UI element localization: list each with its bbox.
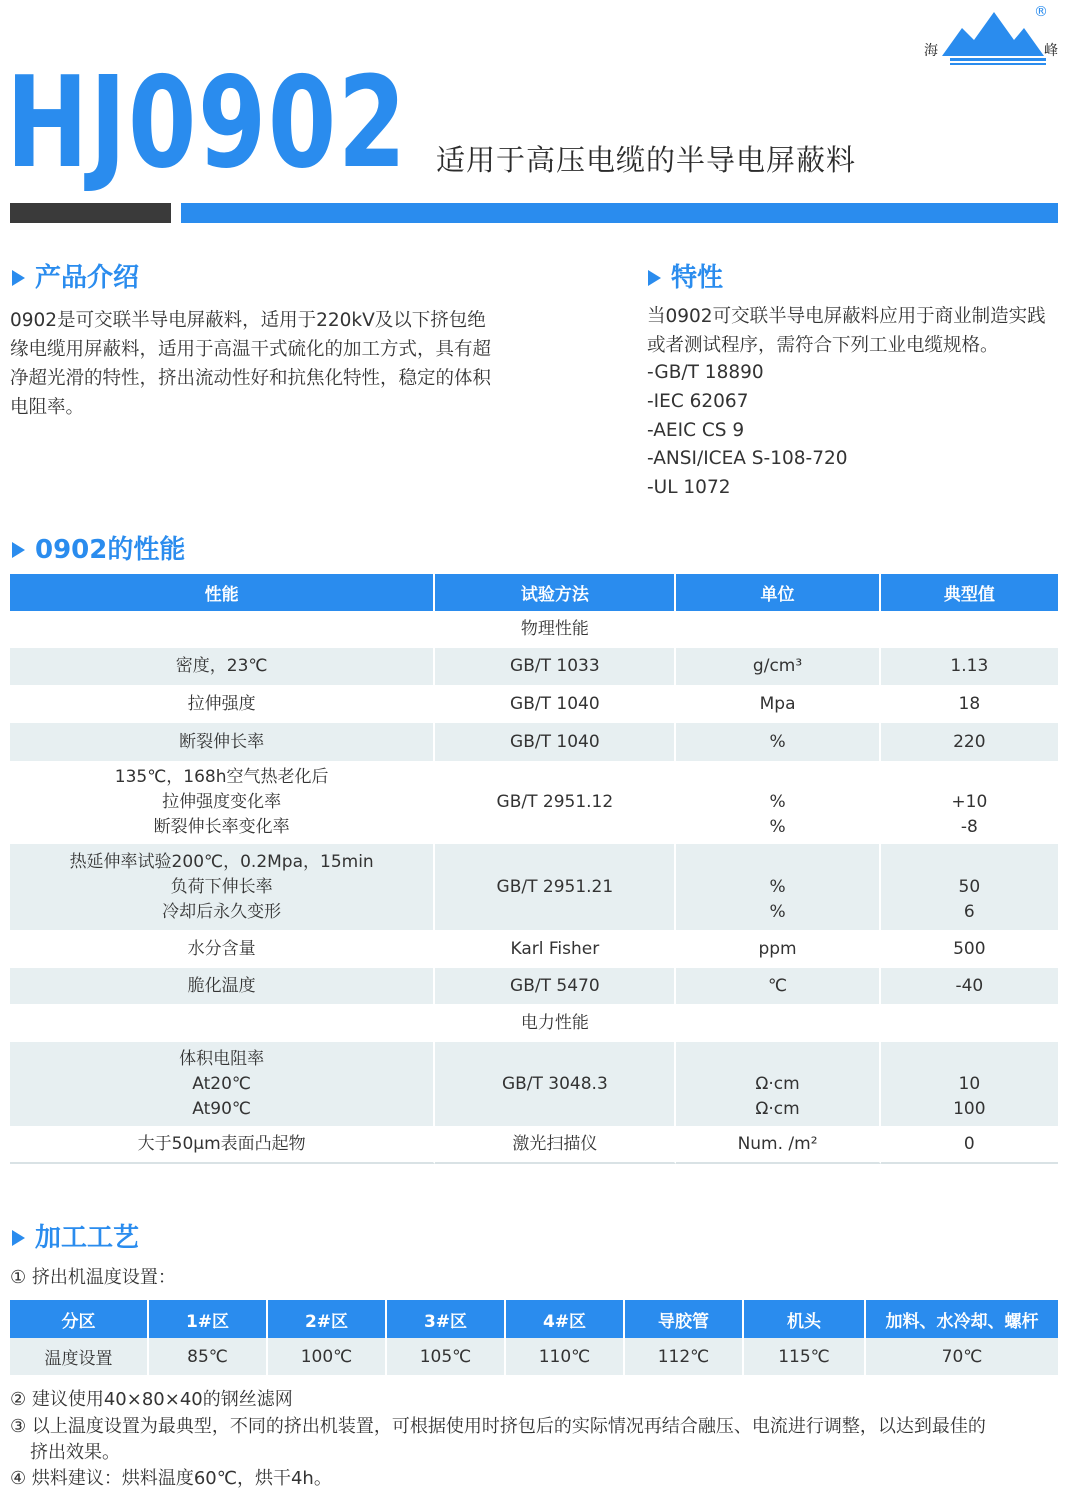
table-row (10, 968, 1058, 1004)
cell-unit (676, 761, 880, 844)
performance-table (10, 574, 1058, 1164)
standard-item: -GB/T 18890 (647, 362, 764, 383)
table-row (10, 685, 1058, 723)
cell-temp: 110℃ (506, 1338, 625, 1375)
unit-line: Ω·cm (755, 1073, 800, 1094)
cell-property: 密度，23℃ (10, 648, 435, 685)
cell-property (10, 1042, 435, 1126)
cell-property: 断裂伸长率 (10, 723, 435, 761)
unit-line: Ω·cm (755, 1098, 800, 1119)
cell-temp: 85℃ (149, 1338, 268, 1375)
features-paragraph (647, 302, 1062, 360)
header-divider-blue (181, 203, 1058, 223)
cell-value: 1.13 (881, 648, 1058, 685)
col-header-method: 试验方法 (435, 574, 676, 611)
unit-line: % (769, 817, 786, 837)
product-code-title: HJ0902 (6, 49, 408, 196)
property-line: 负荷下伸长率 (170, 876, 273, 897)
table-row (10, 1126, 1058, 1164)
cell-zone-label: 温度设置 (10, 1338, 149, 1375)
cell-property: 脆化温度 (10, 968, 435, 1004)
col-header-property: 性能 (10, 574, 435, 611)
property-line: 冷却后永久变形 (162, 901, 282, 922)
standard-item: -IEC 62067 (647, 390, 749, 412)
triangle-bullet-icon (12, 270, 25, 286)
intro-line: 0902是可交联半导电屏蔽料，适用于220kV及以下挤包绝 (10, 310, 486, 331)
cell-temp: 112℃ (625, 1338, 744, 1375)
process-heading-text: 加工工艺 (35, 1223, 140, 1253)
cell-unit: ppm (676, 930, 880, 968)
property-line: 体积电阻率 (179, 1048, 265, 1069)
cell-method: GB/T 1040 (435, 685, 676, 723)
temperature-table (10, 1300, 1058, 1375)
cell-value (881, 1042, 1058, 1126)
property-line: 断裂伸长率变化率 (153, 817, 290, 837)
cell-method: Karl Fisher (435, 930, 676, 968)
performance-heading (12, 534, 185, 566)
col-header-zone: 分区 (10, 1300, 149, 1338)
cell-method: GB/T 2951.21 (435, 844, 676, 930)
process-note-3-cont: 挤出效果。 (30, 1442, 120, 1463)
standard-item: -AEIC CS 9 (647, 419, 745, 441)
cell-value: 500 (881, 930, 1058, 968)
triangle-bullet-icon (12, 542, 25, 558)
cell-method: GB/T 1033 (435, 648, 676, 685)
group-label-electrical: 电力性能 (435, 1004, 676, 1042)
standard-item: -ANSI/ICEA S-108-720 (647, 448, 848, 470)
cell-unit: Num. /m² (676, 1126, 880, 1164)
cell-temp: 100℃ (268, 1338, 387, 1375)
table-header-row (10, 574, 1058, 611)
process-note-3: ③ 以上温度设置为最典型，不同的挤出机装置，可根据使用时挤包后的实际情况再结合融压、电流进行调整，以达到最佳的 (10, 1416, 986, 1437)
unit-line: % (769, 876, 786, 897)
table-row (10, 1338, 1058, 1375)
cell-unit (676, 1042, 880, 1126)
property-line: 135℃，168h空气热老化后 (114, 767, 329, 787)
standard-item: -UL 1072 (647, 477, 731, 499)
intro-line: 缘电缆用屏蔽料，适用于高温干式硫化的加工方式，具有超 (10, 339, 492, 360)
value-line: 50 (958, 876, 981, 897)
value-line: +10 (951, 792, 988, 812)
value-line: 100 (953, 1098, 986, 1119)
cell-property: 拉伸强度 (10, 685, 435, 723)
cell-temp: 115℃ (744, 1338, 866, 1375)
cell-unit: % (676, 723, 880, 761)
header-divider-dark (10, 203, 171, 223)
property-line: 热延伸率试验200℃，0.2Mpa，15min (69, 851, 374, 872)
features-heading (648, 262, 723, 294)
table-row (10, 648, 1058, 685)
cell-value (881, 844, 1058, 930)
value-line: 6 (963, 901, 975, 922)
cell-unit: Mpa (676, 685, 880, 723)
table-row (10, 1042, 1058, 1126)
property-line: At20℃ (192, 1073, 251, 1094)
table-row (10, 930, 1058, 968)
process-note-2: ② 建议使用40×80×40的钢丝滤网 (10, 1389, 293, 1410)
unit-line: % (769, 901, 786, 922)
triangle-bullet-icon (648, 270, 661, 286)
triangle-bullet-icon (12, 1230, 25, 1246)
logo-left-char: 海 (924, 43, 938, 59)
product-subtitle: 适用于高压电缆的半导电屏蔽料 (436, 143, 857, 177)
col-header-adapter: 导胶管 (625, 1300, 744, 1338)
col-header-zone-2: 2#区 (268, 1300, 387, 1338)
cell-value: 0 (881, 1126, 1058, 1164)
process-heading (12, 1222, 139, 1254)
table-header-row (10, 1300, 1058, 1338)
process-note-4: ④ 烘料建议：烘料温度60℃，烘干4h。 (10, 1468, 332, 1489)
intro-line: 净超光滑的特性，挤出流动性好和抗焦化特性，稳定的体积 (10, 368, 492, 389)
col-header-unit: 单位 (676, 574, 880, 611)
cell-temp: 70℃ (866, 1338, 1058, 1375)
cell-value: 220 (881, 723, 1058, 761)
cell-method: GB/T 1040 (435, 723, 676, 761)
cell-property (10, 844, 435, 930)
intro-heading (12, 262, 139, 294)
intro-heading-text: 产品介绍 (35, 263, 140, 293)
cell-temp: 105℃ (387, 1338, 506, 1375)
property-line: At90℃ (192, 1098, 251, 1119)
cell-value: 18 (881, 685, 1058, 723)
intro-paragraph (10, 306, 540, 422)
features-line: 当0902可交联半导电屏蔽料应用于商业制造实践 (647, 306, 1046, 327)
cell-unit (676, 844, 880, 930)
table-row (10, 761, 1058, 844)
col-header-zone-3: 3#区 (387, 1300, 506, 1338)
cell-value (881, 761, 1058, 844)
col-header-zone-4: 4#区 (506, 1300, 625, 1338)
cell-method: GB/T 2951.12 (435, 761, 676, 844)
registered-mark: ® (1034, 4, 1048, 20)
cell-property (10, 761, 435, 844)
logo-right-char: 峰 (1044, 43, 1058, 59)
standards-list (647, 359, 848, 503)
process-step-1: ① 挤出机温度设置： (10, 1267, 176, 1288)
table-row (10, 723, 1058, 761)
cell-value: -40 (881, 968, 1058, 1004)
property-line: 拉伸强度变化率 (162, 792, 282, 812)
cell-method: GB/T 5470 (435, 968, 676, 1004)
cell-unit: g/cm³ (676, 648, 880, 685)
unit-line: % (769, 792, 786, 812)
group-row (10, 1004, 1058, 1042)
cell-property: 大于50μm表面凸起物 (10, 1126, 435, 1164)
intro-line: 电阻率。 (10, 397, 85, 418)
brand-logo (922, 6, 1062, 70)
col-header-feed: 加料、水冷却、螺杆 (866, 1300, 1058, 1338)
value-line: 10 (958, 1073, 981, 1094)
cell-method: GB/T 3048.3 (435, 1042, 676, 1126)
cell-unit: ℃ (676, 968, 880, 1004)
table-row (10, 844, 1058, 930)
cell-method: 激光扫描仪 (435, 1126, 676, 1164)
value-line: -8 (960, 817, 978, 837)
features-heading-text: 特性 (671, 263, 724, 293)
group-row (10, 611, 1058, 648)
performance-heading-text: 0902的性能 (35, 535, 186, 565)
col-header-head: 机头 (744, 1300, 866, 1338)
col-header-value: 典型值 (881, 574, 1058, 611)
col-header-zone-1: 1#区 (149, 1300, 268, 1338)
features-line: 或者测试程序，需符合下列工业电缆规格。 (647, 335, 999, 356)
group-label-physical: 物理性能 (435, 611, 676, 648)
cell-property: 水分含量 (10, 930, 435, 968)
